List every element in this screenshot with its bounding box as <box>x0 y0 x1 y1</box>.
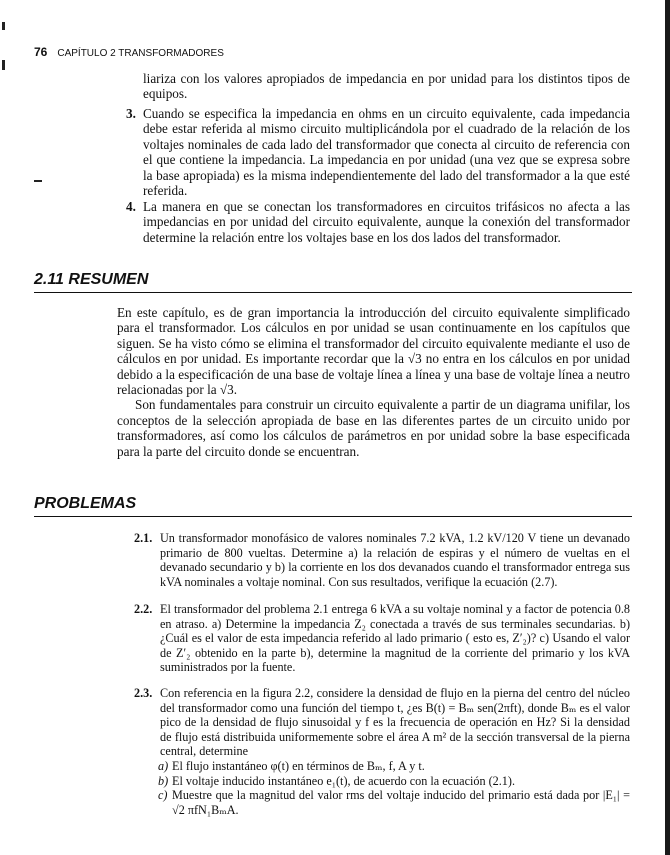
sub-item: a) El flujo instantáneo φ(t) en términos de Bₘ, f, A y t. <box>158 758 425 773</box>
problem-text: Un transformador monofásico de valores nominales 7.2 kVA, 1.2 kV/120 V tiene un devanado primario de 800 vueltas. Determine a) la relación de espiras y el número de vueltas en el devanado secundario y b) la corriente en los dos devanados cuando el transformador entrega sus kVA nominales a voltaje nominal. Con sus resultados, verifique la ecuación (2.7). <box>160 531 630 589</box>
sqrt-three: √3 <box>407 351 422 367</box>
list-item <box>126 106 630 199</box>
margin-mark <box>2 22 5 30</box>
section-title-problemas: PROBLEMAS <box>34 495 137 512</box>
problem-text: Con referencia en la figura 2.2, considere la densidad de flujo en la pierna del centro del núcleo del transformador como una función del tiempo t, ¿es B(t) = Bₘ sen(2πft), donde Bₘ es el valor pico de la densidad de flujo sinusoidal y f es la frecuencia de operación en Hz? Si la densidad de flujo está distribuida uniformemente sobre el área A m² de la sección transversal de la pierna central, determine <box>160 686 630 759</box>
paragraph: En este capítulo, es de gran importancia la introducción del circuito equivalente simplificado para el transformador. Los cálculos en por unidad se usan continuamente en los capítulos que siguen. Se ha visto cómo se elimina el transformador del circuito equivalente mediante el uso de cálculos en por unidad. Es importante recordar que la √3 no entra en los cálculos en por unidad debido a la especificación de una base de voltaje línea a línea y una base de voltaje línea a neutro relacionadas por la √3. <box>117 305 630 398</box>
problem-number: 2.3. <box>134 686 153 700</box>
list-item <box>126 199 630 245</box>
running-head: CAPÍTULO 2 TRANSFORMADORES <box>57 48 224 59</box>
problem-item <box>134 602 630 675</box>
problem-number: 2.1. <box>134 531 153 545</box>
paragraph: Son fundamentales para construir un circuito equivalente a partir de un diagrama unifilar, los conceptos de la selección apropiada de base en las diferentes partes de un circuito unido por transformadores, así como los cálculos de parámetros en por unidad sobre la base especificada para la parte del circuito donde se encuentran. <box>117 397 630 459</box>
problem-item <box>134 686 630 817</box>
list-number: 3. <box>126 106 136 121</box>
section-title-resumen: 2.11 RESUMEN <box>34 271 149 288</box>
sqrt-three: √3 <box>219 382 234 398</box>
section-rule <box>34 516 632 517</box>
sub-item: b) El voltaje inducido instantáneo e₁(t), de acuerdo con la ecuación (2.1). <box>158 773 515 788</box>
problem-text: El transformador del problema 2.1 entrega 6 kVA a su voltaje nominal y a factor de potencia 0.8 en atraso. a) Determine la impedancia Z₂ conectada a través de sus terminales secundarias. b) ¿Cuál es el valor de esta impedancia referido al lado primario ( esto es, Z′₂)? c) Usando el valor de Z′₂ obtenido en la parte b), determine la magnitud de la corriente del primario y los kVA suministrados por la fuente. <box>160 602 630 675</box>
list-continuation: liariza con los valores apropiados de impedancia en por unidad para los distintos tipos de equipos. <box>143 71 630 102</box>
problem-number: 2.2. <box>134 602 153 616</box>
page-number: 76 <box>34 45 48 59</box>
page-edge-shadow <box>665 0 670 855</box>
problem-item <box>134 531 630 589</box>
list-text: Cuando se especifica la impedancia en ohms en un circuito equivalente, cada impedancia debe estar referida al mismo circuito multiplicándola por el cuadrado de la relación de los voltajes nominales de cada lado del transformador que conecta al circuito de referencia con el que contiene la impedancia. La impedancia en por unidad (una vez que se expresa sobre la base apropiada) es la misma independientemente del lado del transformador a la que esté referida. <box>143 106 630 199</box>
sub-item: c) Muestre que la magnitud del valor rms del voltaje inducido del primario está dada por |E₁| = √2 πfN₁BₘA. <box>158 788 630 817</box>
margin-mark <box>34 180 42 182</box>
list-text: La manera en que se conectan los transformadores en circuitos trifásicos no afecta a las impedancias en por unidad del circuito equivalente, aunque la conexión del transformador determine la relación entre los voltajes base en los dos lados del transformador. <box>143 199 630 245</box>
list-number: 4. <box>126 199 136 214</box>
margin-mark <box>2 60 5 70</box>
section-rule <box>34 292 632 293</box>
resumen-body <box>117 305 630 459</box>
running-header <box>34 45 634 61</box>
